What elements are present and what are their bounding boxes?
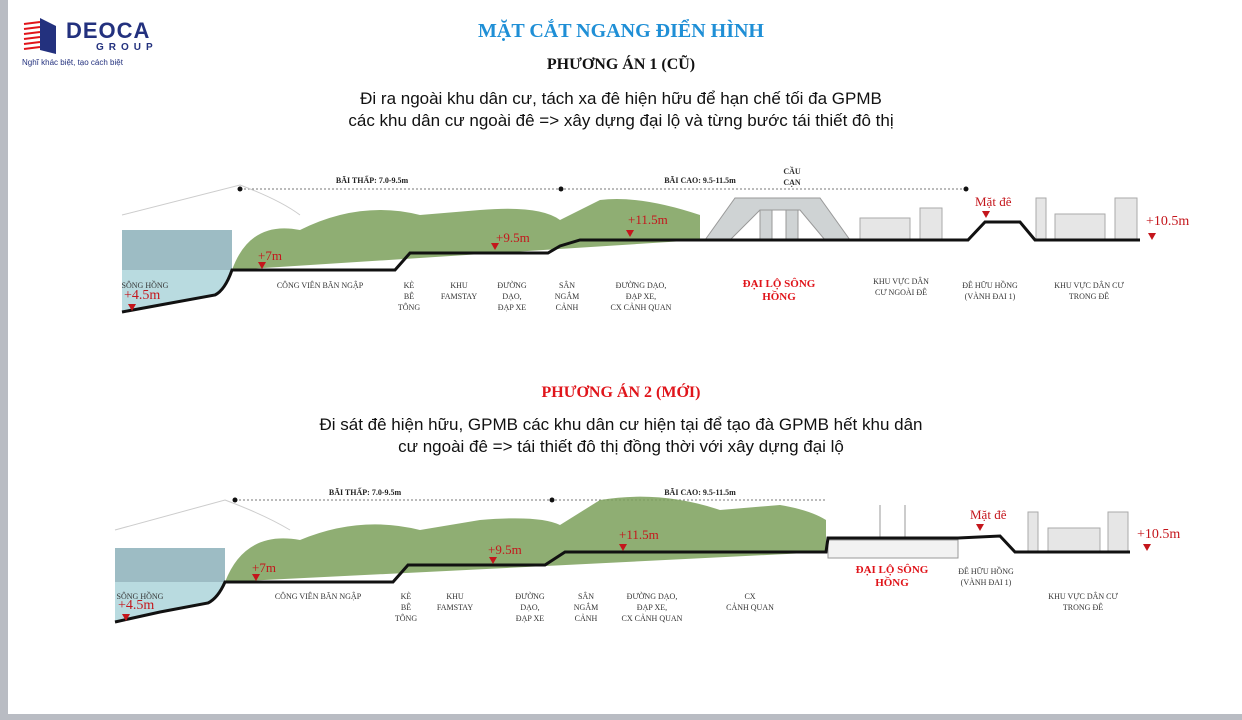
elev-mid: +9.5m [488,542,522,557]
label-inner: KHU VỰC DÂN CƯ TRONG ĐÊ [1054,281,1124,301]
label-outer: KHU VỰC DÂN CƯ NGOÀI ĐÊ [873,277,929,297]
option2-desc-line1: Đi sát đê hiện hữu, GPMB các khu dân cư hiện tại để tạo đà GPMB hết khu dân [319,415,923,434]
viaduct-cau-can [705,198,850,240]
elev-river: +4.5m [124,288,161,303]
houses-inner [1036,198,1137,240]
elev-high: +11.5m [628,212,668,227]
label-ke: KÈ BÊ TÔNG [397,281,421,312]
river-surface [122,230,232,270]
option1-heading: PHƯƠNG ÁN 1 (CŨ) [546,56,696,73]
label-river: SÔNG HỒNG [121,281,169,290]
elev-river: +4.5m [118,598,155,613]
label-san: SÂN NGẮM CẢNH [573,592,599,623]
label-cx: CX CẢNH QUAN [726,592,774,612]
page-title: MẶT CẮT NGANG ĐIỂN HÌNH [478,20,764,42]
label-path2: ĐƯỜNG DẠO, ĐẠP XE, CX CẢNH QUAN [621,592,683,623]
label-avenue: ĐẠI LỘ SÔNG HỒNG [742,278,816,303]
label-park: CÔNG VIÊN BÃN NGẬP [274,592,362,601]
label-path2: ĐƯỜNG DẠO, ĐẠP XE, CX CẢNH QUAN [610,281,672,312]
option1-desc-line1: Đi ra ngoài khu dân cư, tách xa đê hiện hữu để hạn chế tối đa GPMB [360,89,882,108]
label-dike: ĐÊ HỮU HỒNG (VÀNH ĐAI 1) [962,281,1018,301]
zone-low-label: BÃI THẤP: 7.0-9.5m [328,488,402,497]
option1-desc-line2: các khu dân cư ngoài đê => xây dựng đại lộ và từng bước tái thiết đô thị [348,111,894,130]
elev-park: +7m [258,248,282,263]
zone-low-label: BÃI THẤP: 7.0-9.5m [335,176,409,185]
label-path: ĐƯỜNG DẠO, ĐẠP XE [515,592,545,623]
label-avenue: ĐẠI LỘ SÔNG HỒNG [855,564,929,589]
mat-de-label: Mặt đê [975,194,1012,209]
elev-park: +7m [252,560,276,575]
logo-tagline: Nghĩ khác biệt, tạo cách biệt [22,58,123,67]
houses-outer [860,208,942,240]
mat-de-label: Mặt đê [970,507,1007,522]
cau-can-label: CẦU CẠN [783,167,801,187]
label-path: ĐƯỜNG DẠO, ĐẠP XE [497,281,527,312]
label-dike: ĐÊ HỮU HỒNG (VÀNH ĐAI 1) [958,567,1014,587]
logo-name: DEOCA [66,18,151,43]
label-famstay: KHU FAMSTAY [440,281,478,301]
label-san: SÂN NGẮM CẢNH [554,281,580,312]
elev-inner: +10.5m [1146,214,1190,229]
elev-inner: +10.5m [1137,527,1181,542]
zone-high-label: BÃI CAO: 9.5-11.5m [664,488,736,497]
label-ke: KÈ BÊ TÔNG [394,592,418,623]
elev-high: +11.5m [619,527,659,542]
option2-heading: PHƯƠNG ÁN 2 (MỚI) [541,384,701,401]
label-inner: KHU VỰC DÂN CƯ TRONG ĐÊ [1048,592,1118,612]
label-river: SÔNG HỒNG [116,592,164,601]
zone-high-label: BÃI CAO: 9.5-11.5m [664,176,736,185]
label-famstay: KHU FAMSTAY [436,592,474,612]
elev-mid: +9.5m [496,230,530,245]
option2-desc-line2: cư ngoài đê => tái thiết đô thị đồng thời với xây dựng đại lộ [398,437,844,456]
label-park: CÔNG VIÊN BÃN NGẬP [276,281,364,290]
logo-group: GROUP [96,42,158,53]
